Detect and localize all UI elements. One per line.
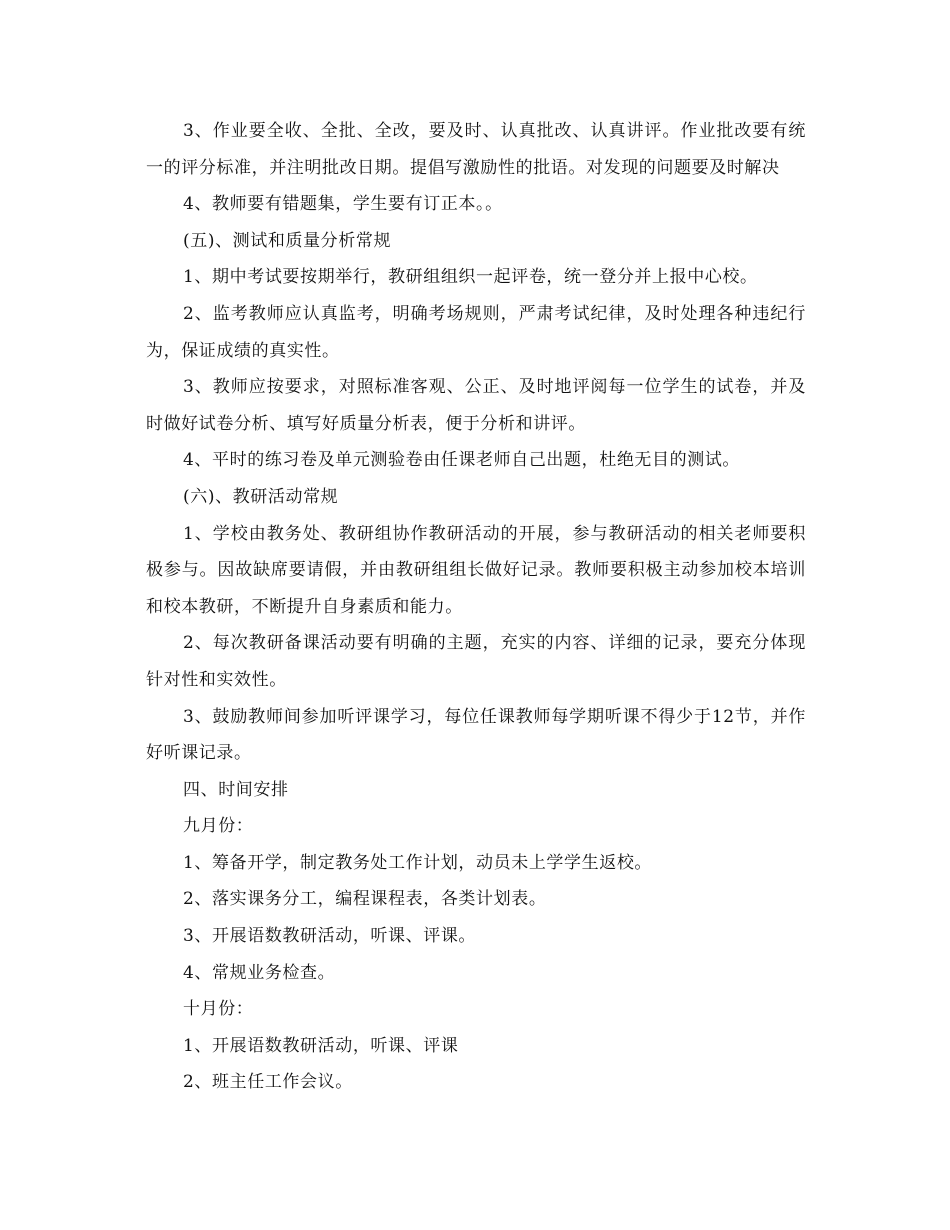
paragraph-research-participation: 1、学校由教务处、教研组协作教研活动的开展，参与教研活动的相关老师要积极参与。因故缺席要请假，并由教研组组长做好记录。教师要积极主动参加校本培训和校本教研，不断提升自身素质和能力。 bbox=[146, 523, 806, 617]
list-item: 2、落实课务分工，编程课程表，各类计划表。 bbox=[183, 889, 547, 910]
section-heading-research: (六)、教研活动常规 bbox=[183, 486, 339, 507]
section-heading-testing: (五)、测试和质量分析常规 bbox=[183, 230, 392, 251]
section-heading-schedule: 四、时间安排 bbox=[183, 779, 289, 800]
paragraph-research-theme: 2、每次教研备课活动要有明确的主题，充实的内容、详细的记录，要充分体现针对性和实效性。 bbox=[146, 633, 806, 690]
paragraph-lesson-observation: 3、鼓励教师间参加听评课学习，每位任课教师每学期听课不得少于12节，并作好听课记录。 bbox=[146, 706, 806, 764]
paragraph-midterm-exam: 1、期中考试要按期举行，教研组组织一起评卷，统一登分并上报中心校。 bbox=[183, 267, 758, 288]
paragraph-practice-tests: 4、平时的练习卷及单元测验卷由任课老师自己出题，杜绝无目的测试。 bbox=[183, 450, 741, 471]
list-item: 3、开展语数教研活动，听课、评课。 bbox=[183, 926, 477, 947]
paragraph-error-notebook: 4、教师要有错题集，学生要有订正本。。 bbox=[183, 194, 503, 215]
list-item: 1、开展语数教研活动，听课、评课 bbox=[183, 1035, 459, 1056]
paragraph-homework-grading: 3、作业要全收、全批、全改，要及时、认真批改、认真讲评。作业批改要有统一的评分标准，并注明批改日期。提倡写激励性的批语。对发现的问题要及时解决 bbox=[146, 121, 806, 178]
month-heading-september: 九月份： bbox=[183, 816, 254, 837]
list-item: 2、班主任工作会议。 bbox=[183, 1072, 353, 1093]
paragraph-marking-analysis: 3、教师应按要求，对照标准客观、公正、及时地评阅每一位学生的试卷，并及时做好试卷分析、填写好质量分析表，便于分析和讲评。 bbox=[146, 377, 806, 434]
list-item: 1、筹备开学，制定教务处工作计划，动员未上学学生返校。 bbox=[183, 852, 653, 873]
list-item: 4、常规业务检查。 bbox=[183, 962, 336, 983]
document-body bbox=[146, 113, 806, 1101]
paragraph-invigilation: 2、监考教师应认真监考，明确考场规则，严肃考试纪律，及时处理各种违纪行为，保证成绩的真实性。 bbox=[146, 303, 806, 361]
month-heading-october: 十月份： bbox=[183, 999, 254, 1020]
